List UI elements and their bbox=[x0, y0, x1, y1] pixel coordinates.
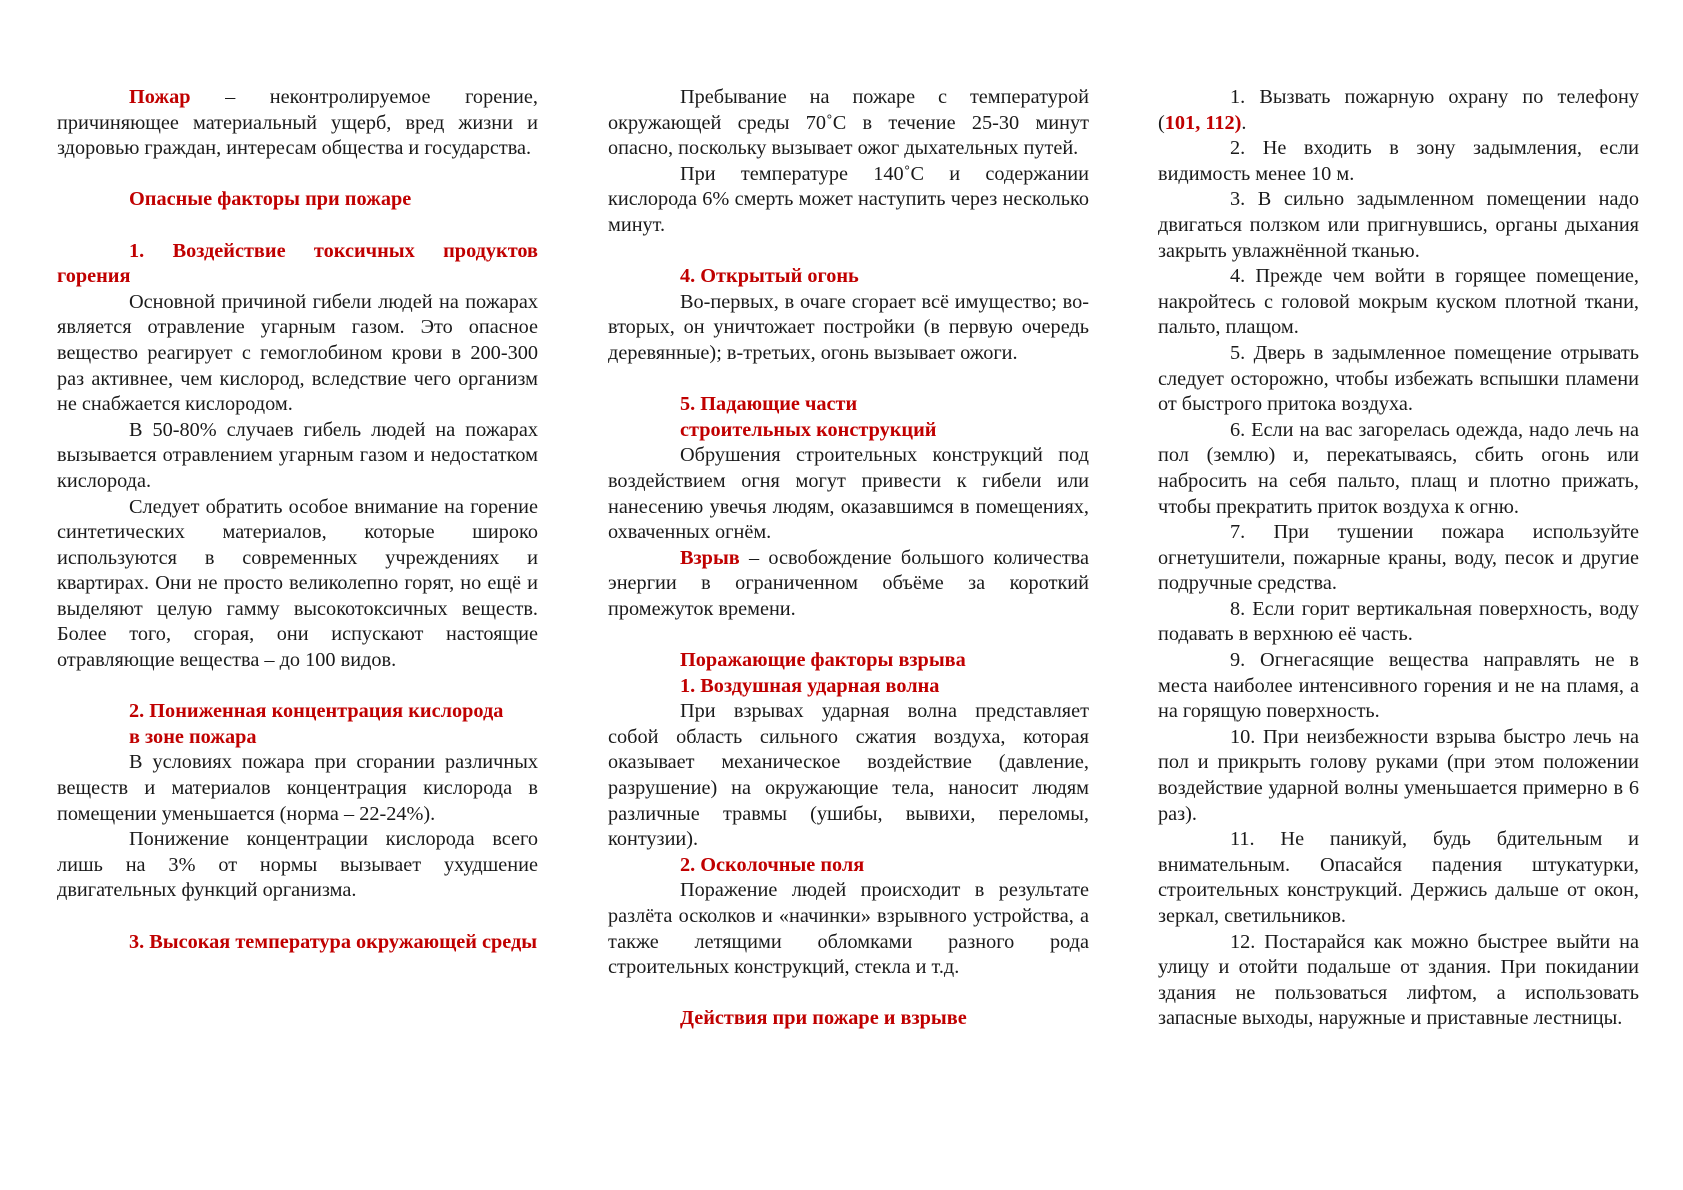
blast2-paragraph-1: Поражение людей происходит в результате разлёта осколков и «начинки» взрывного устройства, а также летящими обломками разного рода строительных конструкций, стекла и т.д. bbox=[608, 879, 1089, 979]
fire-definition bbox=[57, 85, 538, 162]
factor2-paragraph-1: В условиях пожара при сгорании различных веществ и материалов концентрация кислорода в помещении уменьшается (норма – 22-24%). bbox=[57, 751, 538, 825]
factor4-heading: 4. Открытый огонь bbox=[680, 265, 859, 288]
factor1-paragraph-3: Следует обратить особое внимание на горение синтетических материалов, которые широко используются в современных учреждениях и квартирах. Они не просто великолепно горят, но ещё и выделяют целую гамму высокотоксичных веществ. Более того, сгорая, они испускают настоящие отравляющие вещества – до 100 видов. bbox=[57, 495, 538, 672]
factor5-heading: 5. Падающие части bbox=[680, 393, 858, 416]
factor5-paragraph-1: Обрушения строительных конструкций под воздействием огня могут привести к гибели или нанесению увечья людям, оказавшимся в помещениях, охваченных огнём. bbox=[608, 444, 1089, 544]
action-item: 2. Не входить в зону задымления, если видимость менее 10 м. bbox=[1158, 137, 1639, 185]
explosion-definition-text: – освобождение большого количества энергии в ограниченном объёме за короткий промежуток времени. bbox=[608, 546, 1089, 620]
factor3-paragraph-1: Пребывание на пожаре с температурой окружающей среды 70˚С в течение 25-30 минут опасно, поскольку вызывает ожог дыхательных путей. bbox=[608, 86, 1089, 160]
factor1-paragraph-1: Основной причиной гибели людей на пожарах является отравление угарным газом. Это опасное вещество реагирует с гемоглобином крови в 200-300 раз активнее, чем кислород, вследствие чего организм не снабжается кислородом. bbox=[57, 290, 538, 416]
actions-heading: Действия при пожаре и взрыве bbox=[680, 1007, 967, 1030]
factor3-heading: 3. Высокая температура окружающей среды bbox=[129, 930, 538, 953]
blast-factors-heading: Поражающие факторы взрыва bbox=[680, 649, 966, 672]
column-middle bbox=[608, 85, 1089, 1032]
action-item: 9. Огнегасящие вещества направлять не в места наиболее интенсивного горения и не на пламя, а на горящую поверхность. bbox=[1158, 649, 1639, 723]
dangers-heading: Опасные факторы при пожаре bbox=[129, 188, 412, 211]
emergency-numbers: 101, 112) bbox=[1164, 111, 1242, 134]
factor2-heading: 2. Пониженная концентрация кислорода bbox=[129, 700, 504, 723]
action-item: 8. Если горит вертикальная поверхность, воду подавать в верхнюю её часть. bbox=[1158, 597, 1639, 646]
action-item: 3. В сильно задымленном помещении надо двигаться ползком или пригнувшись, органы дыхания закрыть увлажнённой тканью. bbox=[1158, 188, 1639, 262]
explosion-term: Взрыв bbox=[680, 546, 740, 569]
factor4-paragraph-1: Во-первых, в очаге сгорает всё имущество; во-вторых, он уничтожает постройки (в первую очередь деревянные); в-третьих, огонь вызывает ожоги. bbox=[608, 290, 1089, 364]
action-item-1-text: 1. Вызвать пожарную охрану по телефону ( bbox=[1158, 86, 1639, 134]
explosion-definition bbox=[608, 546, 1089, 623]
action-item: 4. Прежде чем войти в горящее помещение, накройтесь с головой мокрым куском плотной ткани, пальто, плащом. bbox=[1158, 265, 1639, 339]
action-item: 12. Постарайся как можно быстрее выйти на улицу и отойти подальше от здания. При покидании здания не пользоваться лифтом, а использовать запасные выходы, наружные и приставные лестницы. bbox=[1158, 930, 1639, 1030]
factor2-paragraph-2: Понижение концентрации кислорода всего лишь на 3% от нормы вызывает ухудшение двигательных функций организма. bbox=[57, 828, 538, 902]
action-item: 6. Если на вас загорелась одежда, надо лечь на пол (землю) и, перекатываясь, сбить огонь или набросить на себя пальто, плащ и плотно прижать, чтобы прекратить приток воздуха к огню. bbox=[1158, 418, 1639, 518]
action-item: 5. Дверь в задымленное помещение отрывать следует осторожно, чтобы избежать вспышки пламени от быстрого притока воздуха. bbox=[1158, 341, 1639, 416]
column-left bbox=[57, 85, 538, 955]
action-item-1-end: . bbox=[1241, 111, 1247, 134]
factor1-paragraph-2: В 50-80% случаев гибель людей на пожарах вызывается отравлением угарным газом и недостатком кислорода. bbox=[57, 418, 538, 492]
action-item: 11. Не паникуй, будь бдительным и внимательным. Опасайся падения штукатурки, строительных конструкций. Держись дальше от окон, зеркал, светильников. bbox=[1158, 828, 1639, 927]
column-right bbox=[1158, 85, 1639, 1032]
action-item-1 bbox=[1158, 85, 1639, 136]
blast2-heading: 2. Осколочные поля bbox=[680, 853, 865, 876]
action-item: 7. При тушении пожара используйте огнетушители, пожарные краны, воду, песок и другие подручные средства. bbox=[1158, 521, 1639, 595]
factor2-heading-cont: в зоне пожара bbox=[129, 725, 257, 748]
factor1-heading: 1. Воздействие токсичных продуктов горения bbox=[57, 239, 538, 288]
factor3-paragraph-2: При температуре 140˚С и содержании кислорода 6% смерть может наступить через несколько минут. bbox=[608, 162, 1089, 236]
blast1-heading: 1. Воздушная ударная волна bbox=[680, 674, 940, 697]
fire-term: Пожар bbox=[129, 86, 191, 108]
blast1-paragraph-1: При взрывах ударная волна представляет собой область сильного сжатия воздуха, которая оказывает механическое воздействие (давление, разрушение) на окружающие тела, наносит людям различные травмы (ушибы, вывихи, переломы, контузии). bbox=[608, 700, 1089, 851]
action-item: 10. При неизбежности взрыва быстро лечь на пол и прикрыть голову руками (при этом положении воздействие ударной волны уменьшается примерно в 6 раз). bbox=[1158, 725, 1639, 825]
factor5-heading-cont: строительных конструкций bbox=[680, 418, 937, 441]
fire-definition-text: – неконтролируемое горение, причиняющее материальный ущерб, вред жизни и здоровью граждан, интересам общества и государства. bbox=[57, 86, 538, 160]
